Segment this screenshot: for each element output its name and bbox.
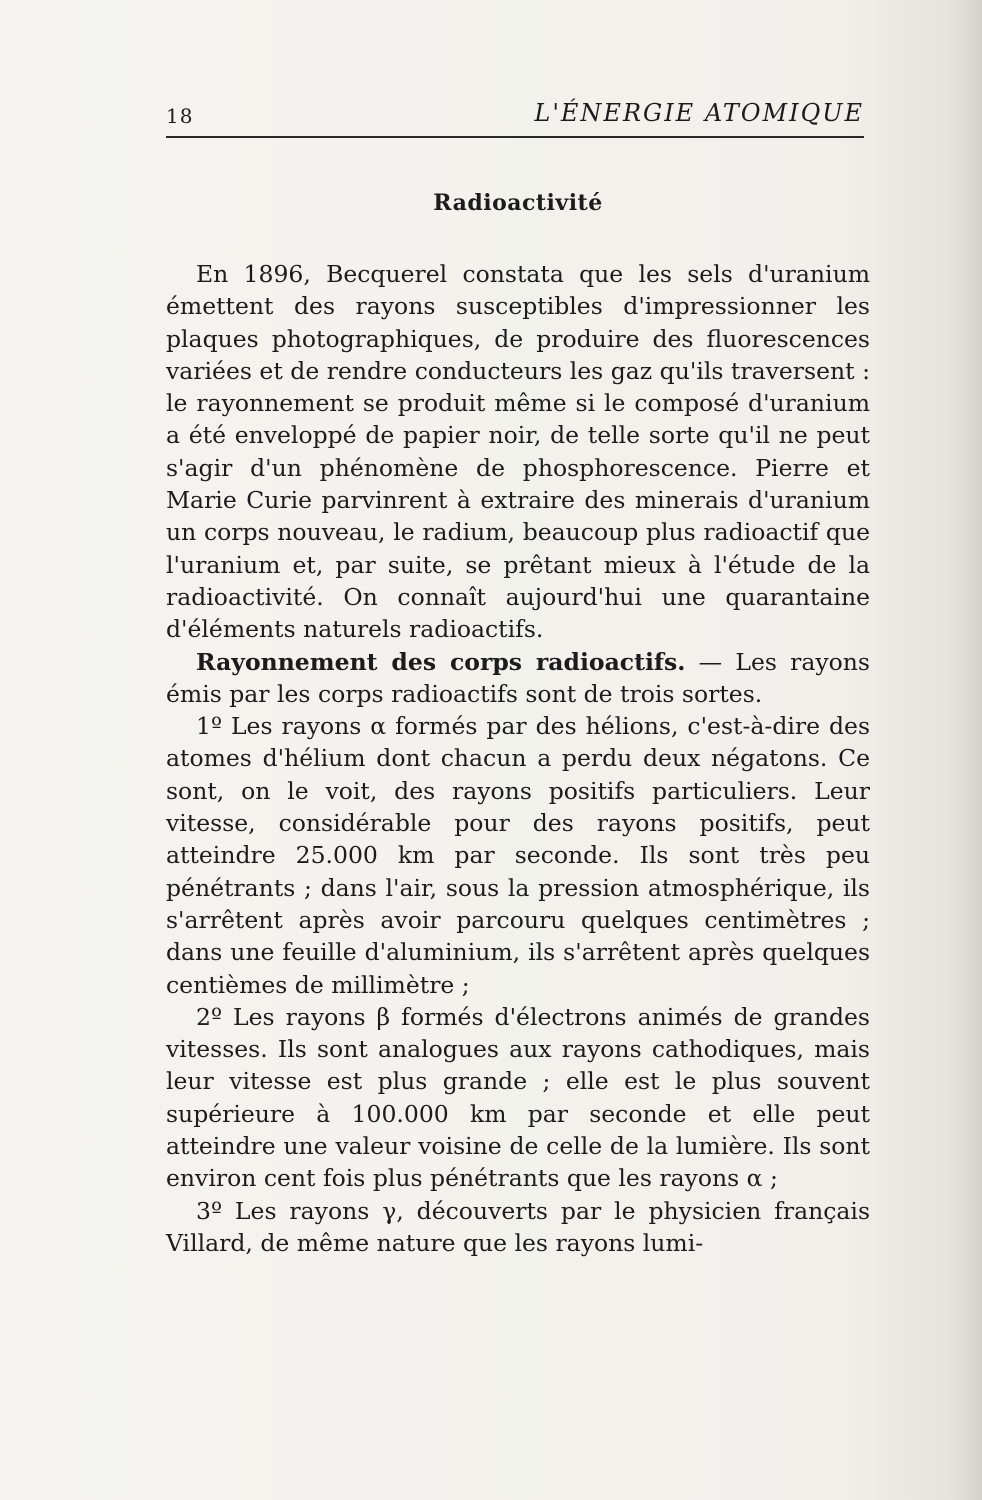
page-header: [166, 96, 864, 138]
paragraph-gamma-rays: 3º Les rayons γ, découverts par le physicien français Villard, de même nature que les rayons lumi-: [166, 1196, 870, 1257]
paragraph-rayonnement-text: — Les rayons émis par les corps radioactifs sont de trois sortes.: [166, 647, 870, 708]
page-number: 18: [166, 104, 194, 128]
paragraph-radioactivity-intro: En 1896, Becquerel constata que les sels d'uranium émettent des rayons susceptibles d'impressionner les plaques photographiques, de produire des fluorescences variées et de rendre conducteurs les gaz qu'ils traversent : le rayonnement se produit même si le composé d'uranium a été enveloppé de papier noir, de telle sorte qu'il ne peut s'agir d'un phénomène de phosphorescence. Pierre et Marie Curie parvinrent à extraire des minerais d'uranium un corps nouveau, le radium, beaucoup plus radioactif que l'uranium et, par suite, se prêtant mieux à l'étude de la radioactivité. On connaît aujourd'hui une quarantaine d'éléments naturels radioactifs.: [166, 260, 870, 644]
section-title: Radioactivité: [433, 190, 603, 216]
running-title: L'ÉNERGIE ATOMIQUE: [534, 99, 864, 127]
paragraph-beta-rays: 2º Les rayons β formés d'électrons animés de grandes vitesses. Ils sont analogues aux rayons cathodiques, mais leur vitesse est plus grande ; elle est le plus souvent supérieure à 100.000 km par seconde et elle peut atteindre une valeur voisine de celle de la lumière. Ils sont environ cent fois plus pénétrants que les rayons α ;: [166, 1002, 870, 1193]
page-body: [166, 190, 870, 1259]
paragraph-rayonnement: [166, 646, 870, 711]
paragraph-lead-heading: Rayonnement des corps radioactifs.: [196, 647, 686, 676]
paragraph-alpha-rays: 1º Les rayons α formés par des hélions, c'est-à-dire des atomes d'hélium dont chacun a perdu deux négatons. Ce sont, on le voit, des rayons positifs particuliers. Leur vitesse, considérable pour des rayons positifs, peut atteindre 25.000 km par seconde. Ils sont très peu pénétrants ; dans l'air, sous la pression atmosphérique, ils s'arrêtent après avoir parcouru quelques centimètres ; dans une feuille d'aluminium, ils s'arrêtent après quelques centièmes de millimètre ;: [166, 712, 870, 999]
